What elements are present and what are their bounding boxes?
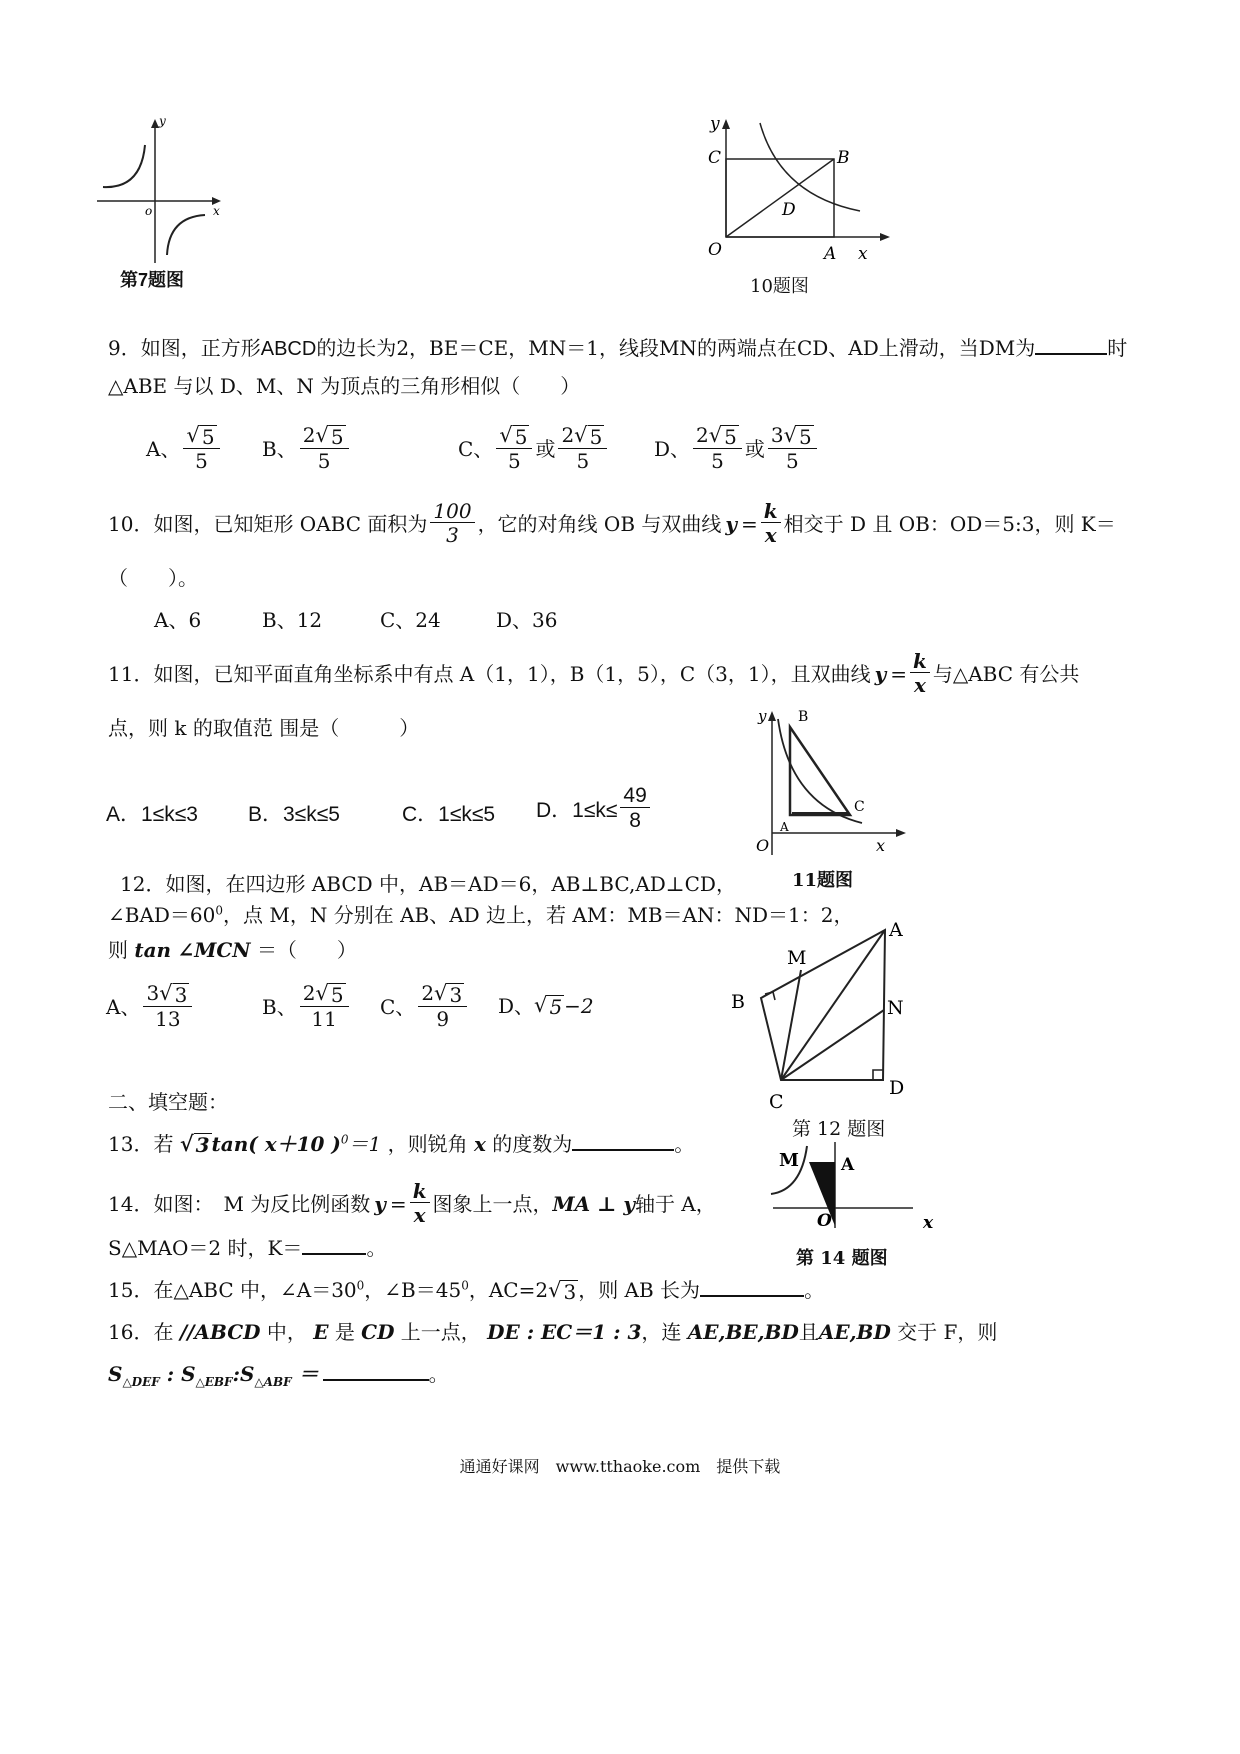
question-9-options [146,424,1146,494]
figure-14 [765,1140,945,1232]
question-10-option-a[interactable]: A、6 [154,608,202,632]
fig11-label-a: A [780,820,789,834]
fig10-label-c: C [708,148,722,168]
question-12-line-2: $\angle BAD=60^0$，点 M，N 分别在 AB、AD 边上，若 AM：MB＝AN：ND＝1：2， [108,903,854,927]
q12-option-c[interactable]: C、 2 √ 3 9 [380,982,470,1031]
answer-blank-q16[interactable] [323,1379,429,1381]
question-10-line-1: 10．如图，已知矩形 OABC 面积为 $\frac{100}{3}$ ，它的对角线 OB 与双曲线 y = $\frac{k}{x}$ 相交于 D 且 OB：OD＝5:3，则 K＝ [108,499,1116,547]
q9-option-b[interactable]: B、 2 √ 5 5 [262,424,352,473]
question-13: 13．若 √ 3 tan( x＋10 )$^0$＝1 ，则锐角 x 的度数为 。 [108,1131,695,1157]
answer-blank-q15[interactable] [700,1295,804,1297]
q11-option-d[interactable]: D．1≤k≤ $\frac{49}{8}$ [536,784,653,833]
figure-7 [95,115,245,265]
question-10-option-d[interactable]: D、36 [496,608,558,632]
question-10-option-c[interactable]: C、24 [380,608,441,632]
q12-option-d[interactable]: D、 √ 5 −2 [498,992,594,1019]
fig10-label-a: A [824,244,837,264]
figure-10 [700,115,900,265]
fig10-label-x: x [858,244,868,264]
answer-blank-q14[interactable] [302,1253,366,1255]
q9-option-c[interactable]: C、 √ 5 5 或 2 √ 5 5 [458,424,610,473]
fig14-label-a: A [841,1155,855,1175]
fig10-label-o: O [708,240,722,260]
question-12-line-3: 则 tan ∠MCN ＝（ ） [108,938,357,962]
question-16-line-2: $S_{\triangle DEF}$ : $S_{\triangle EBF}:S_{\triangle ABF}$ ＝ 。 [108,1362,449,1389]
question-15: 15．在△ABC 中，$\angle A=30^0$，$\angle B=45^0$，AC=2 √ 3 ，则 AB 长为 。 [108,1278,825,1304]
answer-blank-q9[interactable] [1035,353,1107,355]
question-16-line-1: 16．在 //ABCD 中， E 是 CD 上一点， DE : EC＝1 : 3，连 AE,BE,BD且AE,BD 交于 F，则 [108,1320,998,1344]
figure-12 [725,912,915,1113]
fig12-label-d: D [889,1077,905,1099]
q11-option-b[interactable]: B．3≤k≤5 [248,803,340,826]
fig12-label-m: M [787,947,807,969]
figure-14-caption: 第 14 题图 [796,1248,888,1269]
fig10-label-y: y [710,114,720,134]
q12-option-a[interactable]: A、 3 √ 3 13 [106,982,195,1031]
fig7-origin-label: o [145,204,153,218]
figure-12-caption: 第 12 题图 [792,1118,886,1140]
fig7-y-label: y [159,114,166,128]
question-11-line-1: 11．如图，已知平面直角坐标系中有点 A（1，1），B（1，5），C（3，1），且双曲线 y = $\frac{k}{x}$ 与△ABC 有公共 [108,649,1080,697]
question-12-options [106,982,666,1046]
fig14-label-o: O [817,1211,832,1231]
q12-option-b[interactable]: B、 2 √ 5 11 [262,982,352,1031]
question-10-line-2: （ ）。 [108,566,198,590]
section-fill-in-heading: 二、填空题： [108,1090,228,1114]
fig11-label-b: B [798,709,809,725]
fig12-label-b: B [731,991,745,1013]
q11-option-c[interactable]: C．1≤k≤5 [402,803,496,826]
figure-11 [750,705,915,860]
question-11-options [106,784,706,844]
fig11-label-y: y [758,707,767,725]
fig12-label-c: C [769,1091,784,1113]
fig10-label-d: D [782,200,796,220]
question-12-line-1: 12．如图，在四边形 ABCD 中，AB＝AD＝6，AB⊥BC,AD⊥CD， [120,872,736,896]
question-10-option-b[interactable]: B、12 [262,608,323,632]
q9-option-d[interactable]: D、 2 √ 5 5 或 3 √ 5 5 [654,424,820,473]
page-footer: 通通好课网 www.tthaoke.com 提供下载 [459,1457,781,1476]
fig7-x-label: x [213,204,220,218]
fig14-label-x: x [923,1213,934,1233]
question-14-line-1: 14．如图： M 为反比例函数 y = $\frac{k}{x}$ 图象上一点， MA ⊥ y 轴于 A， [108,1179,716,1227]
question-11-line-2: 点，则 k 的取值范 围是（ ） [108,716,420,740]
figure-7-caption: 第7题图 [120,270,185,290]
answer-blank-q13[interactable] [572,1149,674,1151]
figure-11-caption: 11题图 [792,870,854,891]
q11-option-a[interactable]: A．1≤k≤3 [106,803,198,826]
question-9-line-1: 9．如图，正方形ABCD的边长为2，BE＝CE，MN＝1，线段MN的两端点在CD、AD上滑动，当DM为 时 [108,336,1128,360]
fig11-label-c: C [854,799,865,815]
question-9-line-2: △ABE 与以 D、M、N 为顶点的三角形相似（ ） [108,374,581,398]
fig14-label-m: M [779,1150,799,1171]
q9-option-a[interactable]: A、 √ 5 5 [146,424,223,473]
fig10-label-b: B [837,148,850,168]
fig11-label-o: O [756,836,770,855]
figure-10-caption: 10题图 [750,276,809,297]
fig12-label-n: N [887,997,904,1019]
question-14-line-2: S△MAO＝2 时，K＝ 。 [108,1236,387,1260]
fig12-label-a: A [889,919,903,941]
fig11-label-x: x [876,836,886,855]
